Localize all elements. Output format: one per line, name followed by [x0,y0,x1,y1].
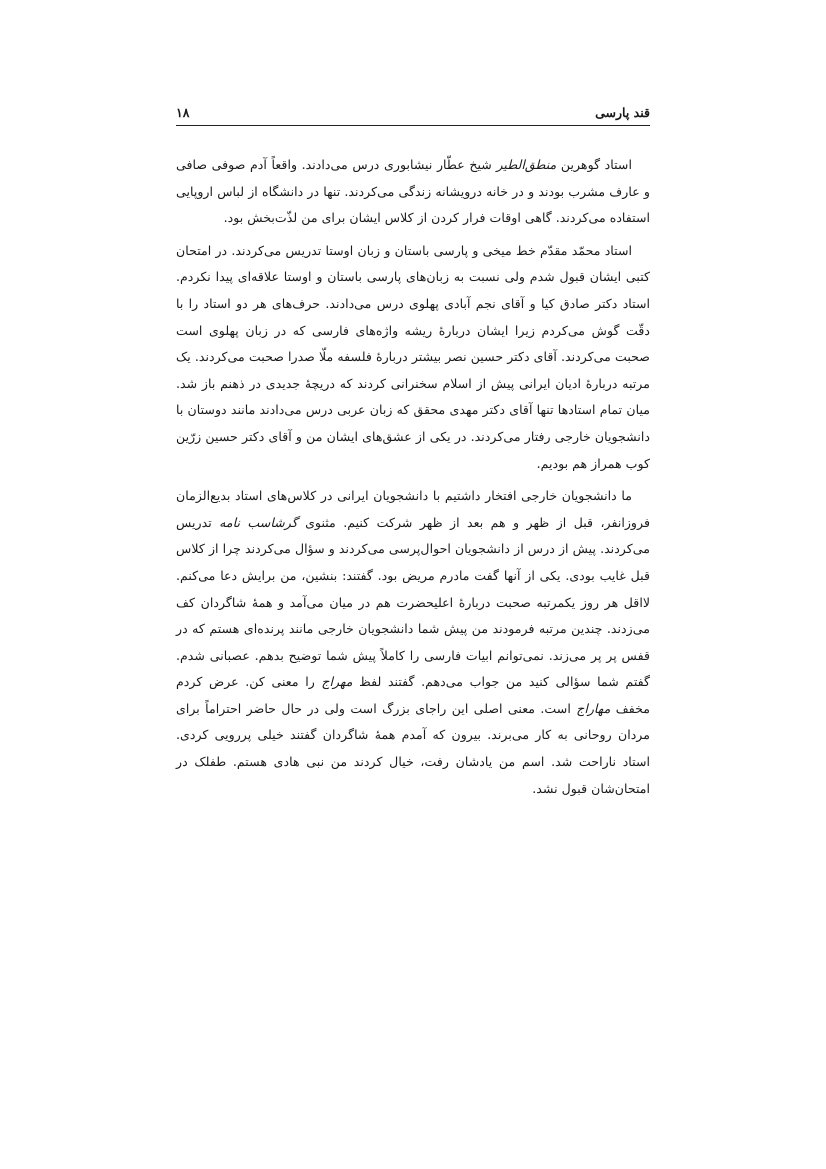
book-title-mantiq-ut-tayr: منطق‌الطیر [496,157,557,172]
body-text [176,152,650,808]
paragraph-1: استاد گوهرین منطق‌الطیر شیخ عطّار نیشابوری درس می‌دادند. واقعاً آدم صوفی صافی و عارف مشرب بودند و در خانه درویشانه زندگی می‌کردند. تنها در دانشگاه از لباس اروپایی استفاده می‌کردند. گاهی اوقات فرار کردن از کلاس ایشان برای من لذّت‌بخش بود. [176,157,650,226]
page-number: ۱۸ [176,105,190,120]
term-maharaj: مهاراج [576,700,611,716]
book-title-garshasp-nameh: گرشاسب نامه [219,514,298,530]
paragraph-3: ما دانشجویان خارجی افتخار داشتیم با دانشجویان ایرانی در کلاس‌های استاد بدیع‌الزمان فروزانفر، قبل از ظهر و هم بعد از ظهر شرکت کنیم. مثنوی گرشاسب نامه تدریس می‌کردند. پیش از درس از دانشجویان احوال‌پرسی می‌کردند و سؤال می‌کردند چرا از کلاس قبل غایب بودی. یکی از آنها گفت مادرم مریض بود. گفتند: بنشین، من برایش دعا می‌کنم. لااقل هر روز یکمرتبه صحبت دربارهٔ اعلیحضرت هم در میان می‌آمد و همهٔ شاگردان کف می‌زدند. چندین مرتبه فرمودند من پیش شما دانشجویان خارجی مانند پرنده‌ای هستم که در قفس پر پر می‌زند. نمی‌توانم ابیات فارسی را کاملاً پیش شما توضیح بدهم. عصبانی شدم. گفتم شما سؤالی کنید من جواب می‌دهم. گفتند لفظ مهراج را معنی کن. عرض کردم مخفف مهاراج است. معنی اصلی این راجای بزرگ است ولی در حال حاضر احتراماً برای مردان روحانی به کار می‌برند. بیرون که آمدم همهٔ شاگردان گفتند خیلی پررویی کردی. استاد ناراحت شد. اسم من یادشان رفت، خیال کردند من نبی هادی هستم. طفلک در امتحان‌شان قبول نشد. [176,488,650,796]
running-title: قند پارسی [595,105,650,120]
page-header [176,103,650,126]
term-mehraj: مهراج [321,674,353,690]
paragraph-2: استاد محمّد مقدّم خط میخی و پارسی باستان و زبان اوستا تدریس می‌کردند. در امتحان کتبی ایشان قبول شدم ولی نسبت به زبان‌های پارسی باستان و اوستا علاقه‌ای پیدا نکردم. استاد دکتر صادق کیا و آقای نجم آبادی پهلوی درس می‌دادند. حرف‌های هر دو استاد را با دقّت گوش می‌کردم زیرا ایشان دربارهٔ ریشه واژه‌های فارسی که در زبان پهلوی است صحبت می‌کردند. آقای دکتر حسین نصر بیشتر دربارهٔ فلسفه ملّا صدرا صحبت می‌کردند. یک مرتبه دربارهٔ ادیان ایرانی پیش از اسلام سخنرانی کردند که دریچهٔ جدیدی در ذهنم باز شد. میان تمام استادها تنها آقای دکتر مهدی محقق که زبان عربی درس می‌دادند مانند دوستان با دانشجویان خارجی رفتار می‌کردند. در یکی از عشق‌های ایشان من و آقای دکتر حسین زرّین کوب همراز هم بودیم. [176,242,650,471]
